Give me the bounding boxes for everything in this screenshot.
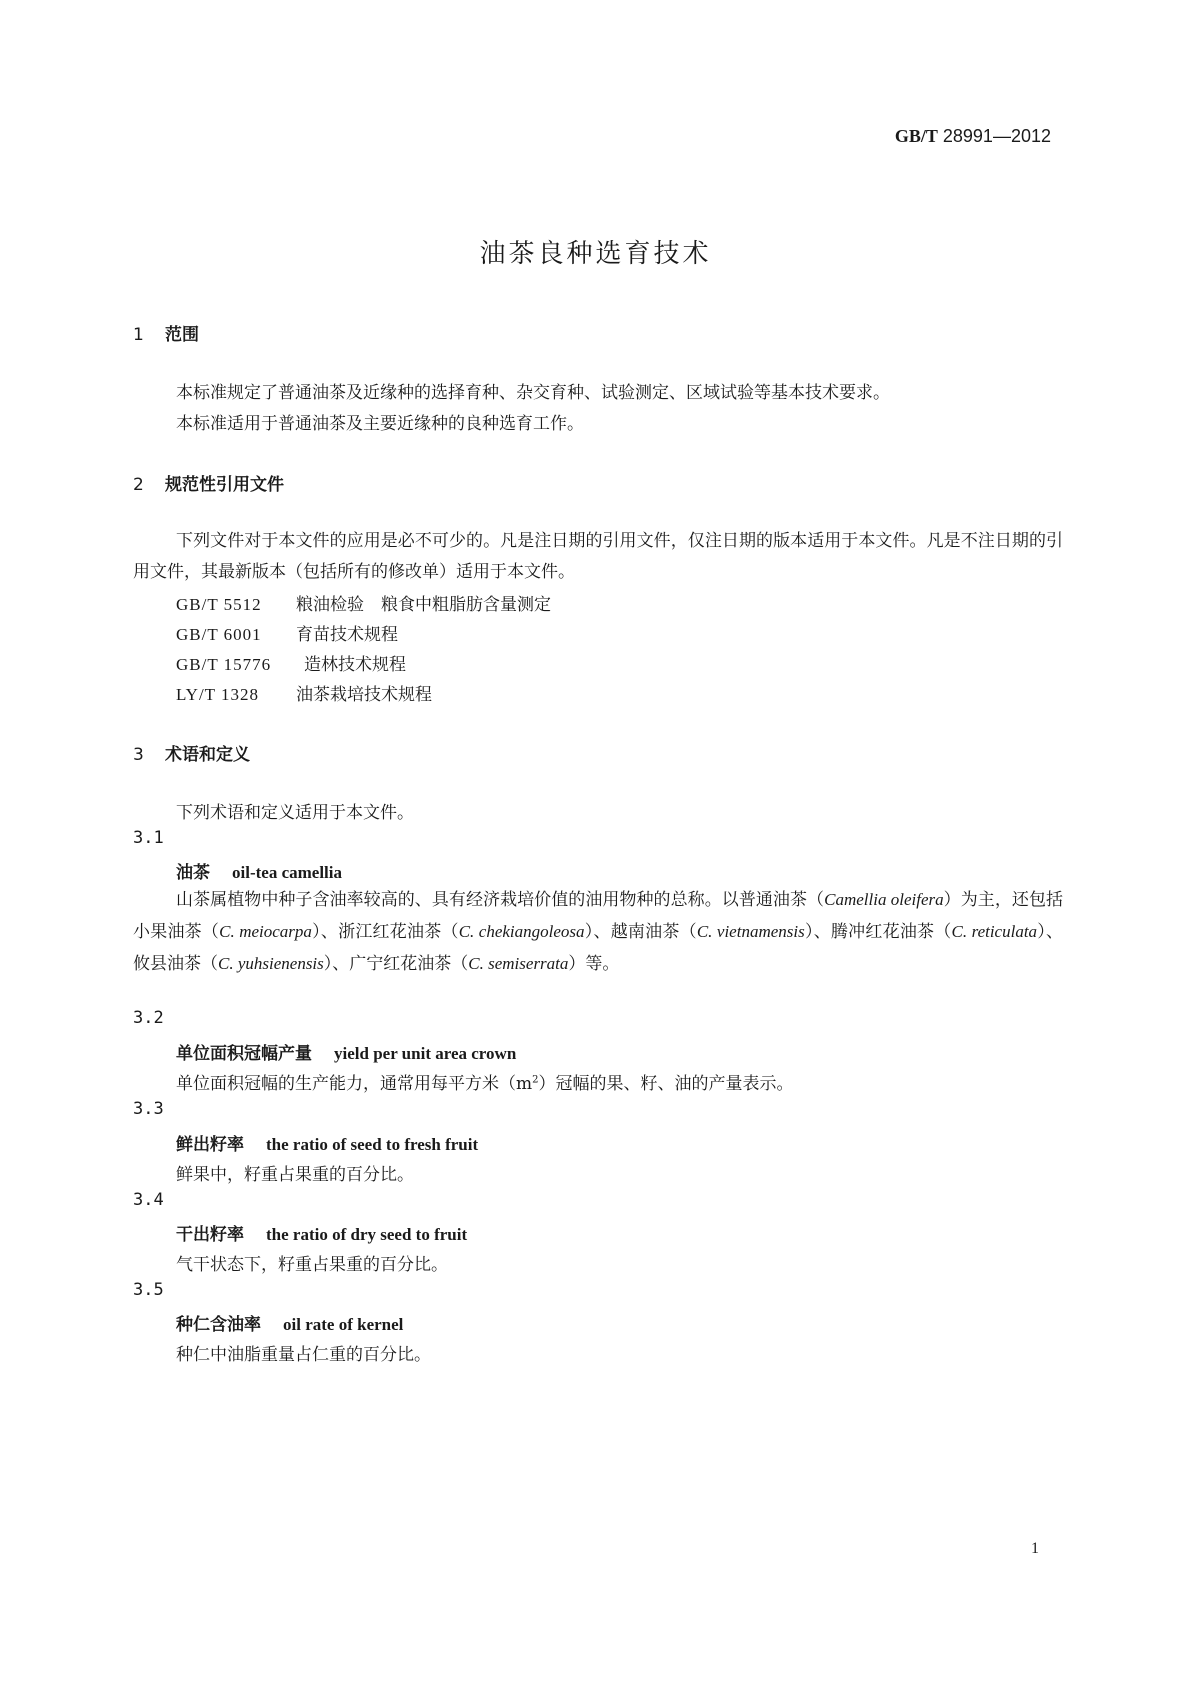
reference-code: GB/T 15776 (176, 655, 272, 674)
reference-title: 油茶栽培技术规程 (296, 685, 432, 705)
term-number: 3.3 (133, 1099, 164, 1119)
species-name: C. meiocarpa (219, 922, 312, 941)
reference-item (176, 590, 551, 615)
section-number: 3 (133, 745, 144, 765)
reference-item (176, 620, 398, 645)
term-number: 3.5 (133, 1280, 164, 1300)
document-title: 油茶良种选育技术 (479, 239, 712, 269)
reference-item (176, 680, 432, 705)
term-definition: 鲜果中，籽重占果重的百分比。 (176, 1165, 414, 1185)
section-heading-3 (133, 740, 250, 765)
reference-code: GB/T 6001 (176, 625, 262, 644)
term-heading (176, 1039, 516, 1064)
section-heading-1 (133, 320, 199, 345)
term-chinese: 油茶 (176, 863, 210, 883)
term-heading (176, 1220, 467, 1245)
page-number: 1 (1031, 1540, 1039, 1557)
term-english: yield per unit area crown (334, 1044, 517, 1063)
species-name: C. chekiangoleosa (458, 922, 585, 941)
species-name: Camellia oleifera (824, 890, 944, 909)
section-title: 规范性引用文件 (165, 475, 284, 495)
term-heading (176, 858, 342, 883)
paragraph: 本标准适用于普通油茶及主要近缘种的良种选育工作。 (176, 414, 584, 434)
term-number: 3.4 (133, 1190, 164, 1210)
term-definition: 气干状态下，籽重占果重的百分比。 (176, 1255, 448, 1275)
standard-prefix: GB/T (894, 126, 938, 146)
species-name: C. vietnamensis (696, 922, 805, 941)
term-definition: 山茶属植物中种子含油率较高的、具有经济栽培价值的油用物种的总称。以普通油茶（Camellia oleifera）为主，还包括小果油茶（C. meiocarpa）、浙江红花油茶（C. chekiangoleosa）、越南油茶（C. vietnamensis）、腾冲红花油茶（C. reticulata）、攸县油茶（C. yuhsienensis）、广宁红花油茶（C. semiserrata）等。 (133, 890, 1064, 974)
section-heading-2 (133, 470, 284, 495)
section-number: 2 (133, 475, 144, 495)
paragraph: 下列术语和定义适用于本文件。 (176, 803, 414, 823)
term-heading (176, 1130, 478, 1155)
reference-title: 造林技术规程 (304, 655, 406, 675)
standard-code: 28991—2012 (942, 126, 1051, 146)
species-name: C. semiserrata (468, 954, 569, 973)
term-english: the ratio of dry seed to fruit (266, 1225, 468, 1244)
term-number: 3.2 (133, 1008, 164, 1028)
species-name: C. reticulata (951, 922, 1038, 941)
standard-number (895, 126, 1051, 147)
term-chinese: 单位面积冠幅产量 (176, 1044, 312, 1064)
reference-code: GB/T 5512 (176, 595, 262, 614)
term-definition: 单位面积冠幅的生产能力，通常用每平方米$(m^2)$冠幅的果、籽、油的产量表示。 (176, 1074, 794, 1094)
section-title: 术语和定义 (165, 745, 250, 765)
superscript: 2 (532, 1074, 539, 1086)
term-chinese: 干出籽率 (176, 1225, 244, 1245)
section-number: 1 (133, 325, 144, 345)
term-heading (176, 1310, 403, 1335)
term-chinese: 鲜出籽率 (176, 1135, 244, 1155)
species-name: C. yuhsienensis (218, 954, 324, 973)
reference-item (176, 650, 406, 675)
paragraph-text: 下列文件对于本文件的应用是必不可少的。凡是注日期的引用文件，仅注日期的版本适用于本文件。凡是不注日期的引用文件，其最新版本（包括所有的修改单）适用于本文件。 (133, 531, 1063, 582)
reference-code: LY/T 1328 (176, 685, 260, 704)
term-english: oil-tea camellia (232, 863, 342, 882)
paragraph (133, 526, 1063, 588)
reference-title: 粮油检验 粮食中粗脂肪含量测定 (296, 595, 551, 615)
term-english: oil rate of kernel (283, 1315, 404, 1334)
term-chinese: 种仁含油率 (176, 1315, 261, 1335)
reference-title: 育苗技术规程 (296, 625, 398, 645)
paragraph: 本标准规定了普通油茶及近缘种的选择育种、杂交育种、试验测定、区域试验等基本技术要求。 (176, 383, 890, 403)
term-english: the ratio of seed to fresh fruit (266, 1135, 479, 1154)
section-title: 范围 (165, 325, 199, 345)
term-definition: 种仁中油脂重量占仁重的百分比。 (176, 1345, 431, 1365)
term-number: 3.1 (133, 828, 164, 848)
